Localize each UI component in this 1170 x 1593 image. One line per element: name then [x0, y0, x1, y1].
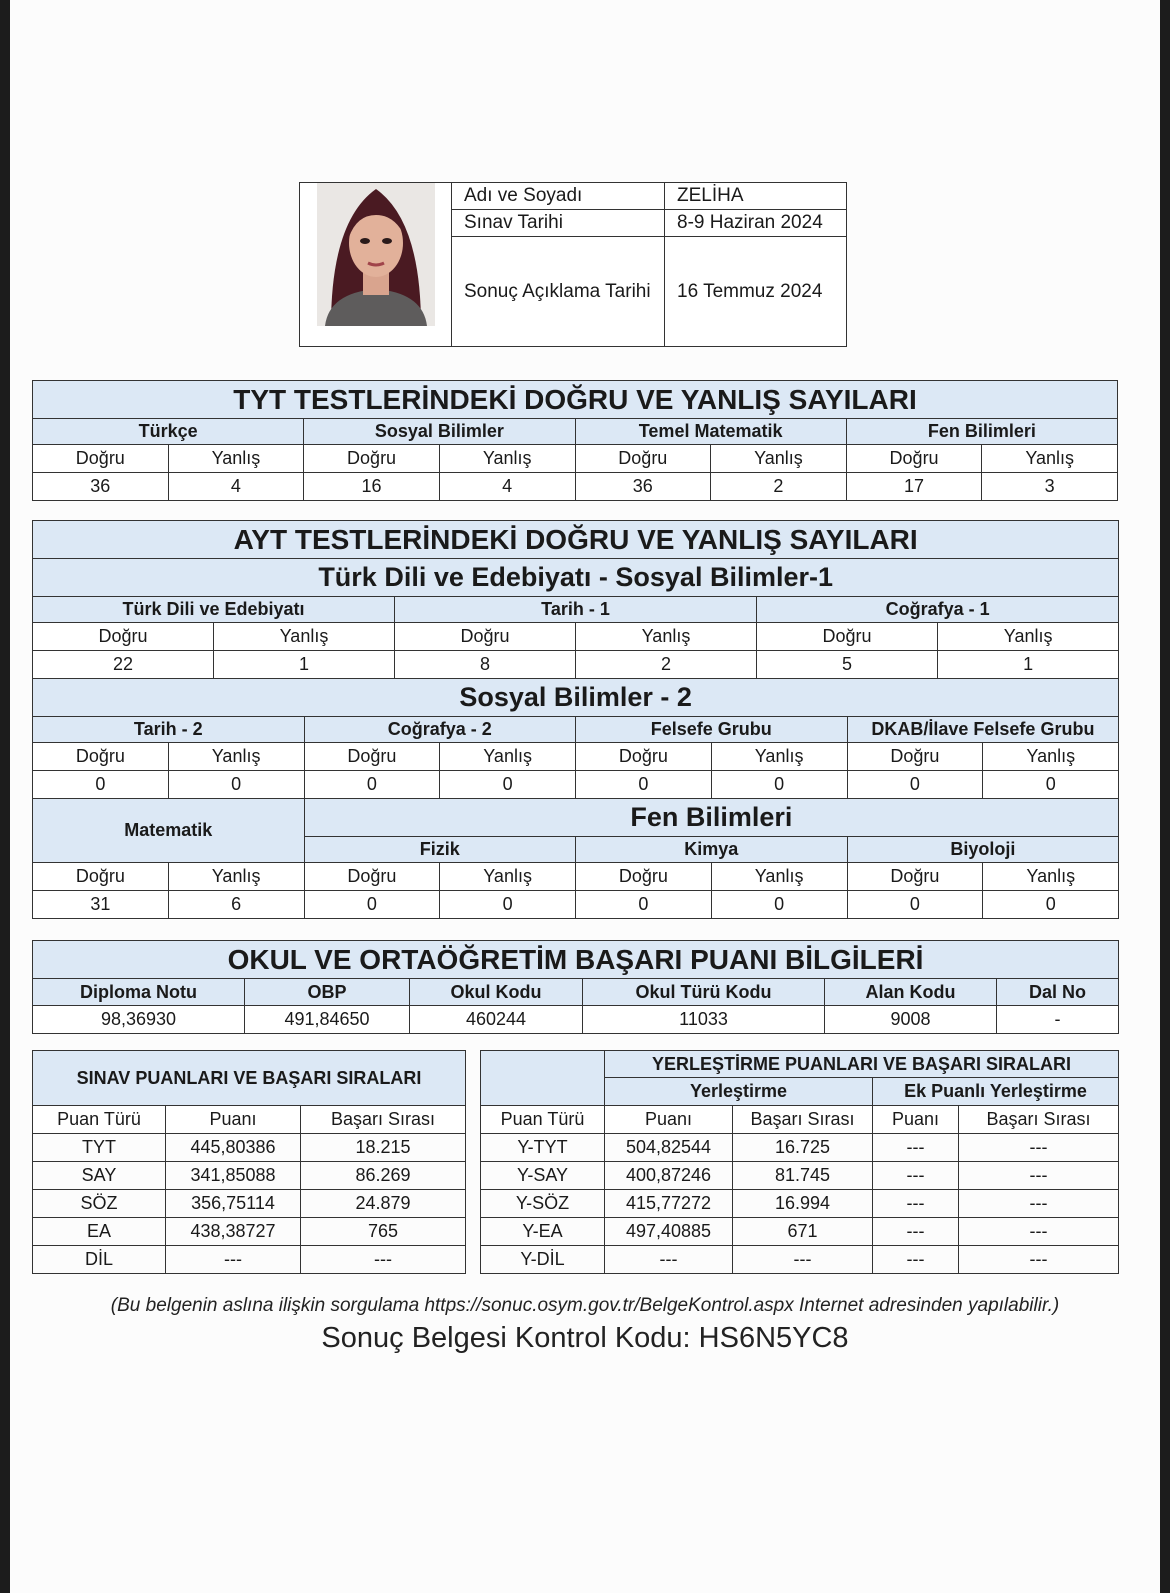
table-row: [33, 1218, 466, 1246]
rank: ---: [301, 1246, 466, 1274]
obp-table: [32, 940, 1119, 1034]
yanlis-label: Yanlış: [440, 863, 576, 891]
verification-note: (Bu belgenin aslına ilişkin sorgulama https://sonuc.osym.gov.tr/BelgeKontrol.aspx Internet adresinden yapılabilir.): [110, 1295, 1060, 1316]
yanlis-label: Yanlış: [576, 623, 757, 651]
dogru-value: 16: [304, 473, 440, 501]
ayt-subject: Fizik: [304, 837, 576, 863]
ayt-subject: Coğrafya - 2: [304, 717, 576, 743]
placement-title: YERLEŞTİRME PUANLARI VE BAŞARI SIRALARI: [605, 1051, 1119, 1078]
rank: 86.269: [301, 1162, 466, 1190]
exam-scores-table: [32, 1050, 466, 1274]
dogru-value: 0: [304, 891, 440, 919]
yanlis-label: Yanlış: [711, 863, 847, 891]
tyt-subject: Fen Bilimleri: [846, 419, 1117, 445]
candidate-photo-cell: [300, 183, 452, 347]
rank: 16.994: [733, 1190, 873, 1218]
obp-value: 491,84650: [245, 1006, 410, 1034]
obp-value: -: [997, 1006, 1119, 1034]
tyt-subject: Türkçe: [33, 419, 304, 445]
ayt-section1-title: Türk Dili ve Edebiyatı - Sosyal Bilimler-1: [33, 559, 1119, 597]
score: 415,77272: [605, 1190, 733, 1218]
document-page: [10, 0, 1160, 1593]
dogru-label: Doğru: [576, 743, 712, 771]
score: 400,87246: [605, 1162, 733, 1190]
yanlis-value: 0: [983, 771, 1119, 799]
dogru-value: 36: [33, 473, 169, 501]
yanlis-label: Yanlış: [711, 743, 847, 771]
score-type: SAY: [33, 1162, 166, 1190]
table-row: [33, 1246, 466, 1274]
result-date-value: 16 Temmuz 2024: [665, 237, 847, 347]
table-row: [481, 1246, 1119, 1274]
score-type: DİL: [33, 1246, 166, 1274]
score-type: Y-SÖZ: [481, 1190, 605, 1218]
dogru-value: 0: [304, 771, 440, 799]
identity-table: [299, 182, 847, 347]
score: ---: [873, 1162, 959, 1190]
yanlis-value: 6: [168, 891, 304, 919]
score: ---: [873, 1246, 959, 1274]
ayt-subject: Tarih - 2: [33, 717, 305, 743]
ayt-subject: Felsefe Grubu: [576, 717, 848, 743]
dogru-label: Doğru: [847, 743, 983, 771]
table-row: [481, 1162, 1119, 1190]
obp-value: 11033: [583, 1006, 825, 1034]
obp-value: 460244: [410, 1006, 583, 1034]
obp-value: 98,36930: [33, 1006, 245, 1034]
obp-header: Okul Türü Kodu: [583, 979, 825, 1006]
score: ---: [605, 1246, 733, 1274]
obp-value: 9008: [825, 1006, 997, 1034]
dogru-label: Doğru: [304, 445, 440, 473]
yanlis-value: 0: [711, 771, 847, 799]
score-type-header: Puan Türü: [33, 1106, 166, 1134]
score: ---: [873, 1190, 959, 1218]
score: 356,75114: [166, 1190, 301, 1218]
ayt-subject: Coğrafya - 1: [757, 597, 1119, 623]
dogru-value: 0: [33, 771, 169, 799]
dogru-value: 36: [575, 473, 711, 501]
score: 497,40885: [605, 1218, 733, 1246]
dogru-label: Doğru: [33, 445, 169, 473]
yanlis-value: 0: [168, 771, 304, 799]
score: 341,85088: [166, 1162, 301, 1190]
dogru-value: 0: [576, 891, 712, 919]
rank: 765: [301, 1218, 466, 1246]
rank: ---: [959, 1134, 1119, 1162]
yanlis-value: 4: [168, 473, 304, 501]
score-header: Puanı: [166, 1106, 301, 1134]
yanlis-value: 3: [982, 473, 1118, 501]
rank: ---: [959, 1190, 1119, 1218]
table-row: [33, 1162, 466, 1190]
ayt-title: AYT TESTLERİNDEKİ DOĞRU VE YANLIŞ SAYILARI: [33, 521, 1119, 559]
yanlis-label: Yanlış: [168, 863, 304, 891]
yanlis-label: Yanlış: [983, 863, 1119, 891]
rank: 24.879: [301, 1190, 466, 1218]
placement-corner: [481, 1051, 605, 1106]
yanlis-label: Yanlış: [982, 445, 1118, 473]
score: 445,80386: [166, 1134, 301, 1162]
score-type: Y-SAY: [481, 1162, 605, 1190]
rank-header: Başarı Sırası: [959, 1106, 1119, 1134]
yanlis-value: 1: [214, 651, 395, 679]
tyt-title: TYT TESTLERİNDEKİ DOĞRU VE YANLIŞ SAYILARI: [33, 381, 1118, 419]
yanlis-value: 0: [440, 771, 576, 799]
ayt-subject: DKAB/İlave Felsefe Grubu: [847, 717, 1119, 743]
dogru-label: Doğru: [846, 445, 982, 473]
dogru-value: 0: [847, 771, 983, 799]
rank-header: Başarı Sırası: [301, 1106, 466, 1134]
yanlis-label: Yanlış: [168, 445, 304, 473]
obp-header: Okul Kodu: [410, 979, 583, 1006]
control-code: Sonuç Belgesi Kontrol Kodu: HS6N5YC8: [321, 1322, 849, 1354]
rank: ---: [959, 1246, 1119, 1274]
yanlis-value: 0: [440, 891, 576, 919]
score-type: SÖZ: [33, 1190, 166, 1218]
dogru-label: Doğru: [847, 863, 983, 891]
tyt-table: [32, 380, 1118, 501]
rank: ---: [959, 1218, 1119, 1246]
ayt-subject: Türk Dili ve Edebiyatı: [33, 597, 395, 623]
yanlis-label: Yanlış: [214, 623, 395, 651]
yanlis-value: 0: [983, 891, 1119, 919]
yanlis-value: 4: [439, 473, 575, 501]
score-header: Puanı: [605, 1106, 733, 1134]
ayt-science-title: Fen Bilimleri: [304, 799, 1119, 837]
ayt-subject: Tarih - 1: [395, 597, 757, 623]
ayt-subject: Kimya: [576, 837, 848, 863]
obp-header: Diploma Notu: [33, 979, 245, 1006]
name-label: Adı ve Soyadı: [452, 183, 665, 210]
dogru-value: 8: [395, 651, 576, 679]
tyt-subject: Sosyal Bilimler: [304, 419, 575, 445]
score: 504,82544: [605, 1134, 733, 1162]
result-date-label: Sonuç Açıklama Tarihi: [452, 237, 665, 347]
score-type: Y-TYT: [481, 1134, 605, 1162]
rank: ---: [733, 1246, 873, 1274]
table-row: [481, 1218, 1119, 1246]
yanlis-label: Yanlış: [711, 445, 847, 473]
exam-date-label: Sınav Tarihi: [452, 210, 665, 237]
dogru-label: Doğru: [304, 743, 440, 771]
yanlis-label: Yanlış: [983, 743, 1119, 771]
table-row: [33, 1190, 466, 1218]
yanlis-value: 1: [938, 651, 1119, 679]
obp-header: Alan Kodu: [825, 979, 997, 1006]
obp-header: OBP: [245, 979, 410, 1006]
rank: 671: [733, 1218, 873, 1246]
rank: ---: [959, 1162, 1119, 1190]
dogru-value: 0: [576, 771, 712, 799]
rank: 16.725: [733, 1134, 873, 1162]
dogru-label: Doğru: [757, 623, 938, 651]
dogru-value: 17: [846, 473, 982, 501]
table-row: [33, 1134, 466, 1162]
exam-scores-title: SINAV PUANLARI VE BAŞARI SIRALARI: [33, 1051, 466, 1106]
dogru-label: Doğru: [575, 445, 711, 473]
yanlis-label: Yanlış: [440, 743, 576, 771]
ayt-section2-title: Sosyal Bilimler - 2: [33, 679, 1119, 717]
score: ---: [166, 1246, 301, 1274]
score-type: EA: [33, 1218, 166, 1246]
dogru-label: Doğru: [395, 623, 576, 651]
table-row: [481, 1190, 1119, 1218]
ayt-math-title: Matematik: [33, 799, 305, 863]
dogru-value: 31: [33, 891, 169, 919]
dogru-value: 22: [33, 651, 214, 679]
yanlis-value: 0: [711, 891, 847, 919]
score: ---: [873, 1218, 959, 1246]
table-row: [481, 1134, 1119, 1162]
candidate-photo: [317, 183, 435, 327]
dogru-label: Doğru: [576, 863, 712, 891]
score-type-header: Puan Türü: [481, 1106, 605, 1134]
obp-title: OKUL VE ORTAÖĞRETİM BAŞARI PUANI BİLGİLERİ: [33, 941, 1119, 979]
yanlis-label: Yanlış: [938, 623, 1119, 651]
bonus-placement-group: Ek Puanlı Yerleştirme: [873, 1078, 1119, 1106]
dogru-value: 0: [847, 891, 983, 919]
dogru-value: 5: [757, 651, 938, 679]
tyt-subject: Temel Matematik: [575, 419, 846, 445]
score-type: Y-DİL: [481, 1246, 605, 1274]
yanlis-label: Yanlış: [439, 445, 575, 473]
ayt-table: [32, 520, 1119, 919]
rank-header: Başarı Sırası: [733, 1106, 873, 1134]
dogru-label: Doğru: [33, 623, 214, 651]
rank: 18.215: [301, 1134, 466, 1162]
placement-group: Yerleştirme: [605, 1078, 873, 1106]
yanlis-value: 2: [711, 473, 847, 501]
score: ---: [873, 1134, 959, 1162]
ayt-subject: Biyoloji: [847, 837, 1119, 863]
exam-date-value: 8-9 Haziran 2024: [665, 210, 847, 237]
dogru-label: Doğru: [33, 743, 169, 771]
name-value: ZELİHA: [665, 183, 847, 210]
obp-header: Dal No: [997, 979, 1119, 1006]
score-type: Y-EA: [481, 1218, 605, 1246]
dogru-label: Doğru: [33, 863, 169, 891]
score: 438,38727: [166, 1218, 301, 1246]
yanlis-value: 2: [576, 651, 757, 679]
yanlis-label: Yanlış: [168, 743, 304, 771]
score-type: TYT: [33, 1134, 166, 1162]
rank: 81.745: [733, 1162, 873, 1190]
placement-scores-table: [480, 1050, 1119, 1274]
score-header: Puanı: [873, 1106, 959, 1134]
dogru-label: Doğru: [304, 863, 440, 891]
